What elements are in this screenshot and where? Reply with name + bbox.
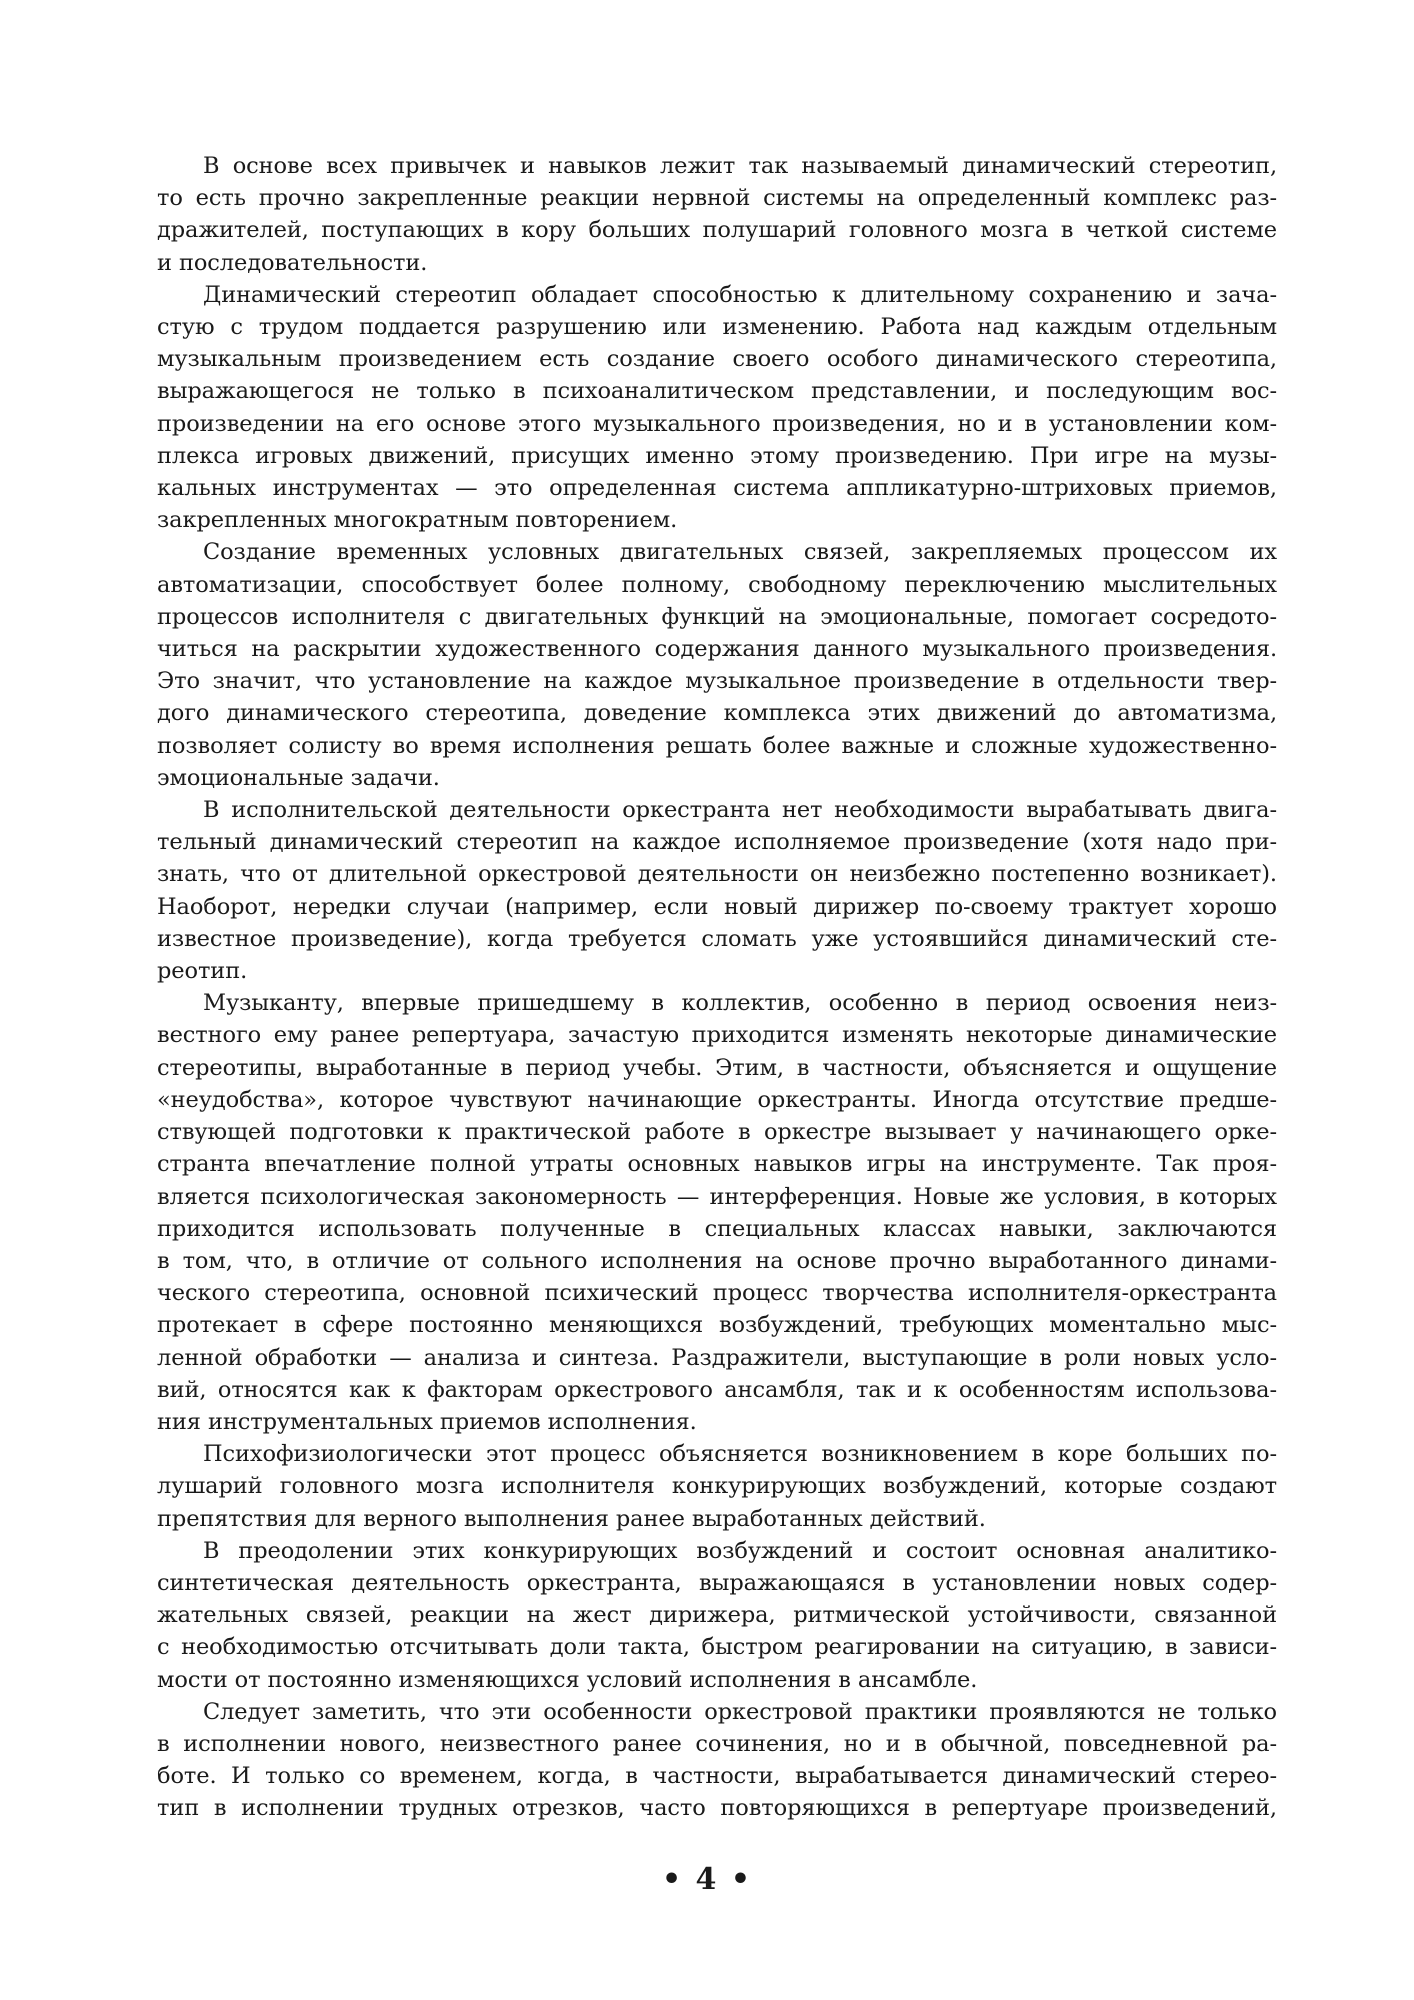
paragraph — [157, 987, 1277, 1438]
text-line: приходится использовать полученные в специальных классах навыки, заключаются — [157, 1215, 1277, 1242]
text-line: Это значит, что установление на каждое музыкальное произведение в отдельности твер- — [157, 668, 1277, 695]
page-body — [157, 150, 1277, 1825]
text-line: Динамический стереотип обладает способностью к длительному сохранению и зача- — [203, 281, 1277, 308]
text-line: в исполнении нового, неизвестного ранее сочинения, но и в обычной, повседневной ра- — [157, 1730, 1277, 1757]
text-line: читься на раскрытии художественного содержания данного музыкального произведения. — [157, 636, 1277, 663]
text-line: ленной обработки — анализа и синтеза. Раздражители, выступающие в роли новых усло- — [157, 1344, 1277, 1371]
text-line: жательных связей, реакции на жест дирижера, ритмической устойчивости, связанной — [157, 1602, 1277, 1629]
text-line: В основе всех привычек и навыков лежит так называемый динамический стереотип, — [203, 153, 1277, 179]
text-line: странта впечатление полной утраты основных навыков игры на инструменте. Так проя- — [157, 1151, 1277, 1178]
text-line: протекает в сфере постоянно меняющихся возбуждений, требующих моментально мыс- — [157, 1312, 1277, 1339]
text-line: закрепленных многократным повторением. — [157, 507, 678, 534]
text-line: кальных инструментах — это определенная система аппликатурно-штриховых приемов, — [157, 475, 1277, 502]
text-line: ствующей подготовки к практической работе в оркестре вызывает у начинающего орке- — [157, 1119, 1277, 1146]
text-line: вий, относятся как к факторам оркестрового ансамбля, так и к особенностям использова- — [157, 1376, 1277, 1403]
paragraph — [157, 1696, 1277, 1825]
text-line: знать, что от длительной оркестровой деятельности он неизбежно постепенно возникает). — [157, 861, 1277, 888]
text-line: ческого стереотипа, основной психический процесс творчества исполнителя-оркестранта — [157, 1280, 1277, 1307]
text-line: лушарий головного мозга исполнителя конкурирующих возбуждений, которые создают — [157, 1473, 1277, 1500]
text-line: вляется психологическая закономерность — интерференция. Новые же условия, в которых — [157, 1183, 1277, 1210]
text-line: синтетическая деятельность оркестранта, выражающаяся в установлении новых содер- — [157, 1569, 1277, 1596]
paragraph — [157, 536, 1277, 794]
text-line: мости от постоянно изменяющихся условий исполнения в ансамбле. — [157, 1666, 978, 1693]
text-line: музыкальным произведением есть создание своего особого динамического стереотипа, — [157, 346, 1277, 373]
text-line: процессов исполнителя с двигательных функций на эмоциональные, помогает сосредото- — [157, 603, 1277, 630]
text-line: в том, что, в отличие от сольного исполнения на основе прочно выработанного динами- — [157, 1247, 1277, 1274]
text-line: тип в исполнении трудных отрезков, часто повторяющихся в репертуаре произведений, — [157, 1795, 1277, 1822]
text-line: вестного ему ранее репертуара, зачастую приходится изменять некоторые динамические — [157, 1022, 1277, 1049]
text-line: препятствия для верного выполнения ранее выработанных действий. — [157, 1505, 986, 1532]
text-line: дражителей, поступающих в кору больших полушарий головного мозга в четкой системе — [157, 217, 1277, 244]
text-line: В исполнительской деятельности оркестранта нет необходимости вырабатывать двига- — [203, 797, 1277, 824]
paragraph — [157, 279, 1277, 537]
paragraph — [157, 1438, 1277, 1535]
text-line: произведении на его основе этого музыкального произведения, но и в установлении ком- — [157, 410, 1277, 437]
text-line: реотип. — [157, 958, 248, 985]
text-line: «неудобства», которое чувствуют начинающие оркестранты. Иногда отсутствие предше- — [157, 1086, 1277, 1113]
text-line: известное произведение), когда требуется сломать уже устоявшийся динамический сте- — [157, 925, 1277, 952]
text-line: автоматизации, способствует более полному, свободному переключению мыслительных — [157, 571, 1277, 598]
text-line: Создание временных условных двигательных связей, закрепляемых процессом их — [203, 539, 1277, 566]
text-line: стереотипы, выработанные в период учебы. Этим, в частности, объясняется и ощущение — [157, 1054, 1277, 1081]
paragraph — [157, 794, 1277, 987]
text-line: тельный динамический стереотип на каждое исполняемое произведение (хотя надо при- — [157, 829, 1277, 856]
text-line: плекса игровых движений, присущих именно этому произведению. При игре на музы- — [157, 442, 1277, 469]
text-line: и последовательности. — [157, 249, 428, 276]
text-line: эмоциональные задачи. — [157, 764, 440, 791]
text-line: боте. И только со временем, когда, в частности, вырабатывается динамический стерео- — [157, 1763, 1277, 1790]
text-line: то есть прочно закрепленные реакции нервной системы на определенный комплекс раз- — [157, 185, 1277, 212]
text-line: Следует заметить, что эти особенности оркестровой практики проявляются не только — [203, 1698, 1277, 1725]
text-line: позволяет солисту во время исполнения решать более важные и сложные художественно- — [157, 732, 1277, 759]
text-line: Наоборот, нередки случаи (например, если новый дирижер по-своему трактует хорошо — [157, 893, 1277, 920]
text-line: с необходимостью отсчитывать доли такта, быстром реагировании на ситуацию, в зависи- — [157, 1634, 1277, 1661]
text-line: выражающегося не только в психоаналитическом представлении, и последующим вос- — [157, 378, 1277, 405]
text-line: стую с трудом поддается разрушению или изменению. Работа над каждым отдельным — [157, 314, 1277, 341]
page-number: • 4 • — [661, 1862, 753, 1897]
text-line: ния инструментальных приемов исполнения. — [157, 1408, 697, 1435]
text-line: дого динамического стереотипа, доведение комплекса этих движений до автоматизма, — [157, 700, 1277, 727]
paragraph — [157, 150, 1277, 279]
paragraph — [157, 1535, 1277, 1696]
text-line: В преодолении этих конкурирующих возбуждений и состоит основная аналитико- — [203, 1537, 1277, 1564]
text-line: Музыканту, впервые пришедшему в коллектив, особенно в период освоения неиз- — [203, 990, 1277, 1017]
text-line: Психофизиологически этот процесс объясняется возникновением в коре больших по- — [203, 1441, 1277, 1468]
